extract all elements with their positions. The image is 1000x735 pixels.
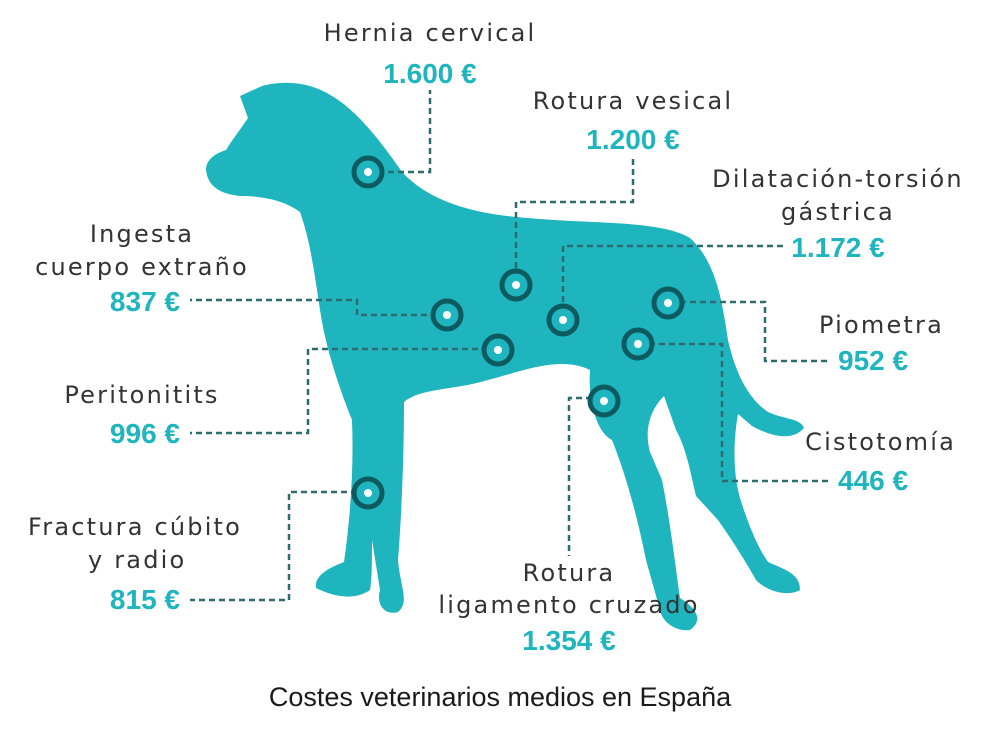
label-ingesta-line2: cuerpo extraño [35, 253, 249, 281]
label-piometra: Piometra [818, 311, 944, 339]
cost-hernia: 1.600 € [383, 58, 477, 89]
label-hernia: Hernia cervical [323, 19, 537, 47]
label-peritonitis: Peritonitits [64, 381, 220, 409]
cost-piometra: 952 € [838, 345, 909, 376]
label-cistotomia: Cistotomía [805, 428, 956, 456]
label-ligamento-line2: ligamento cruzado [438, 591, 700, 619]
cost-ligamento: 1.354 € [522, 625, 616, 656]
label-ligamento-line1: Rotura [522, 559, 616, 587]
label-rotura-vesical: Rotura vesical [532, 87, 734, 115]
label-fractura-line2: y radio [88, 546, 187, 574]
marker-piometra [654, 289, 682, 317]
label-ingesta-line1: Ingesta [89, 220, 195, 248]
cost-rotura-vesical: 1.200 € [586, 124, 680, 155]
label-fractura-line1: Fractura cúbito [28, 513, 243, 541]
marker-dilatacion [549, 306, 577, 334]
label-dilatacion-line1: Dilatación-torsión [712, 165, 964, 193]
cost-ingesta: 837 € [109, 286, 180, 317]
marker-peritonitis [484, 336, 512, 364]
marker-hernia [354, 158, 382, 186]
label-dilatacion-line2: gástrica [781, 198, 895, 226]
cost-peritonitis: 996 € [109, 418, 180, 449]
cost-fractura: 815 € [109, 584, 180, 615]
marker-fractura [354, 479, 382, 507]
leader-ligamento [569, 398, 592, 556]
marker-ligamento [590, 387, 618, 415]
cost-dilatacion: 1.172 € [791, 232, 885, 263]
caption: Costes veterinarios medios en España [268, 682, 732, 712]
cost-cistotomia: 446 € [838, 465, 909, 496]
marker-ingesta [433, 301, 461, 329]
marker-cistotomia [624, 330, 652, 358]
marker-rotura-vesical [502, 271, 530, 299]
